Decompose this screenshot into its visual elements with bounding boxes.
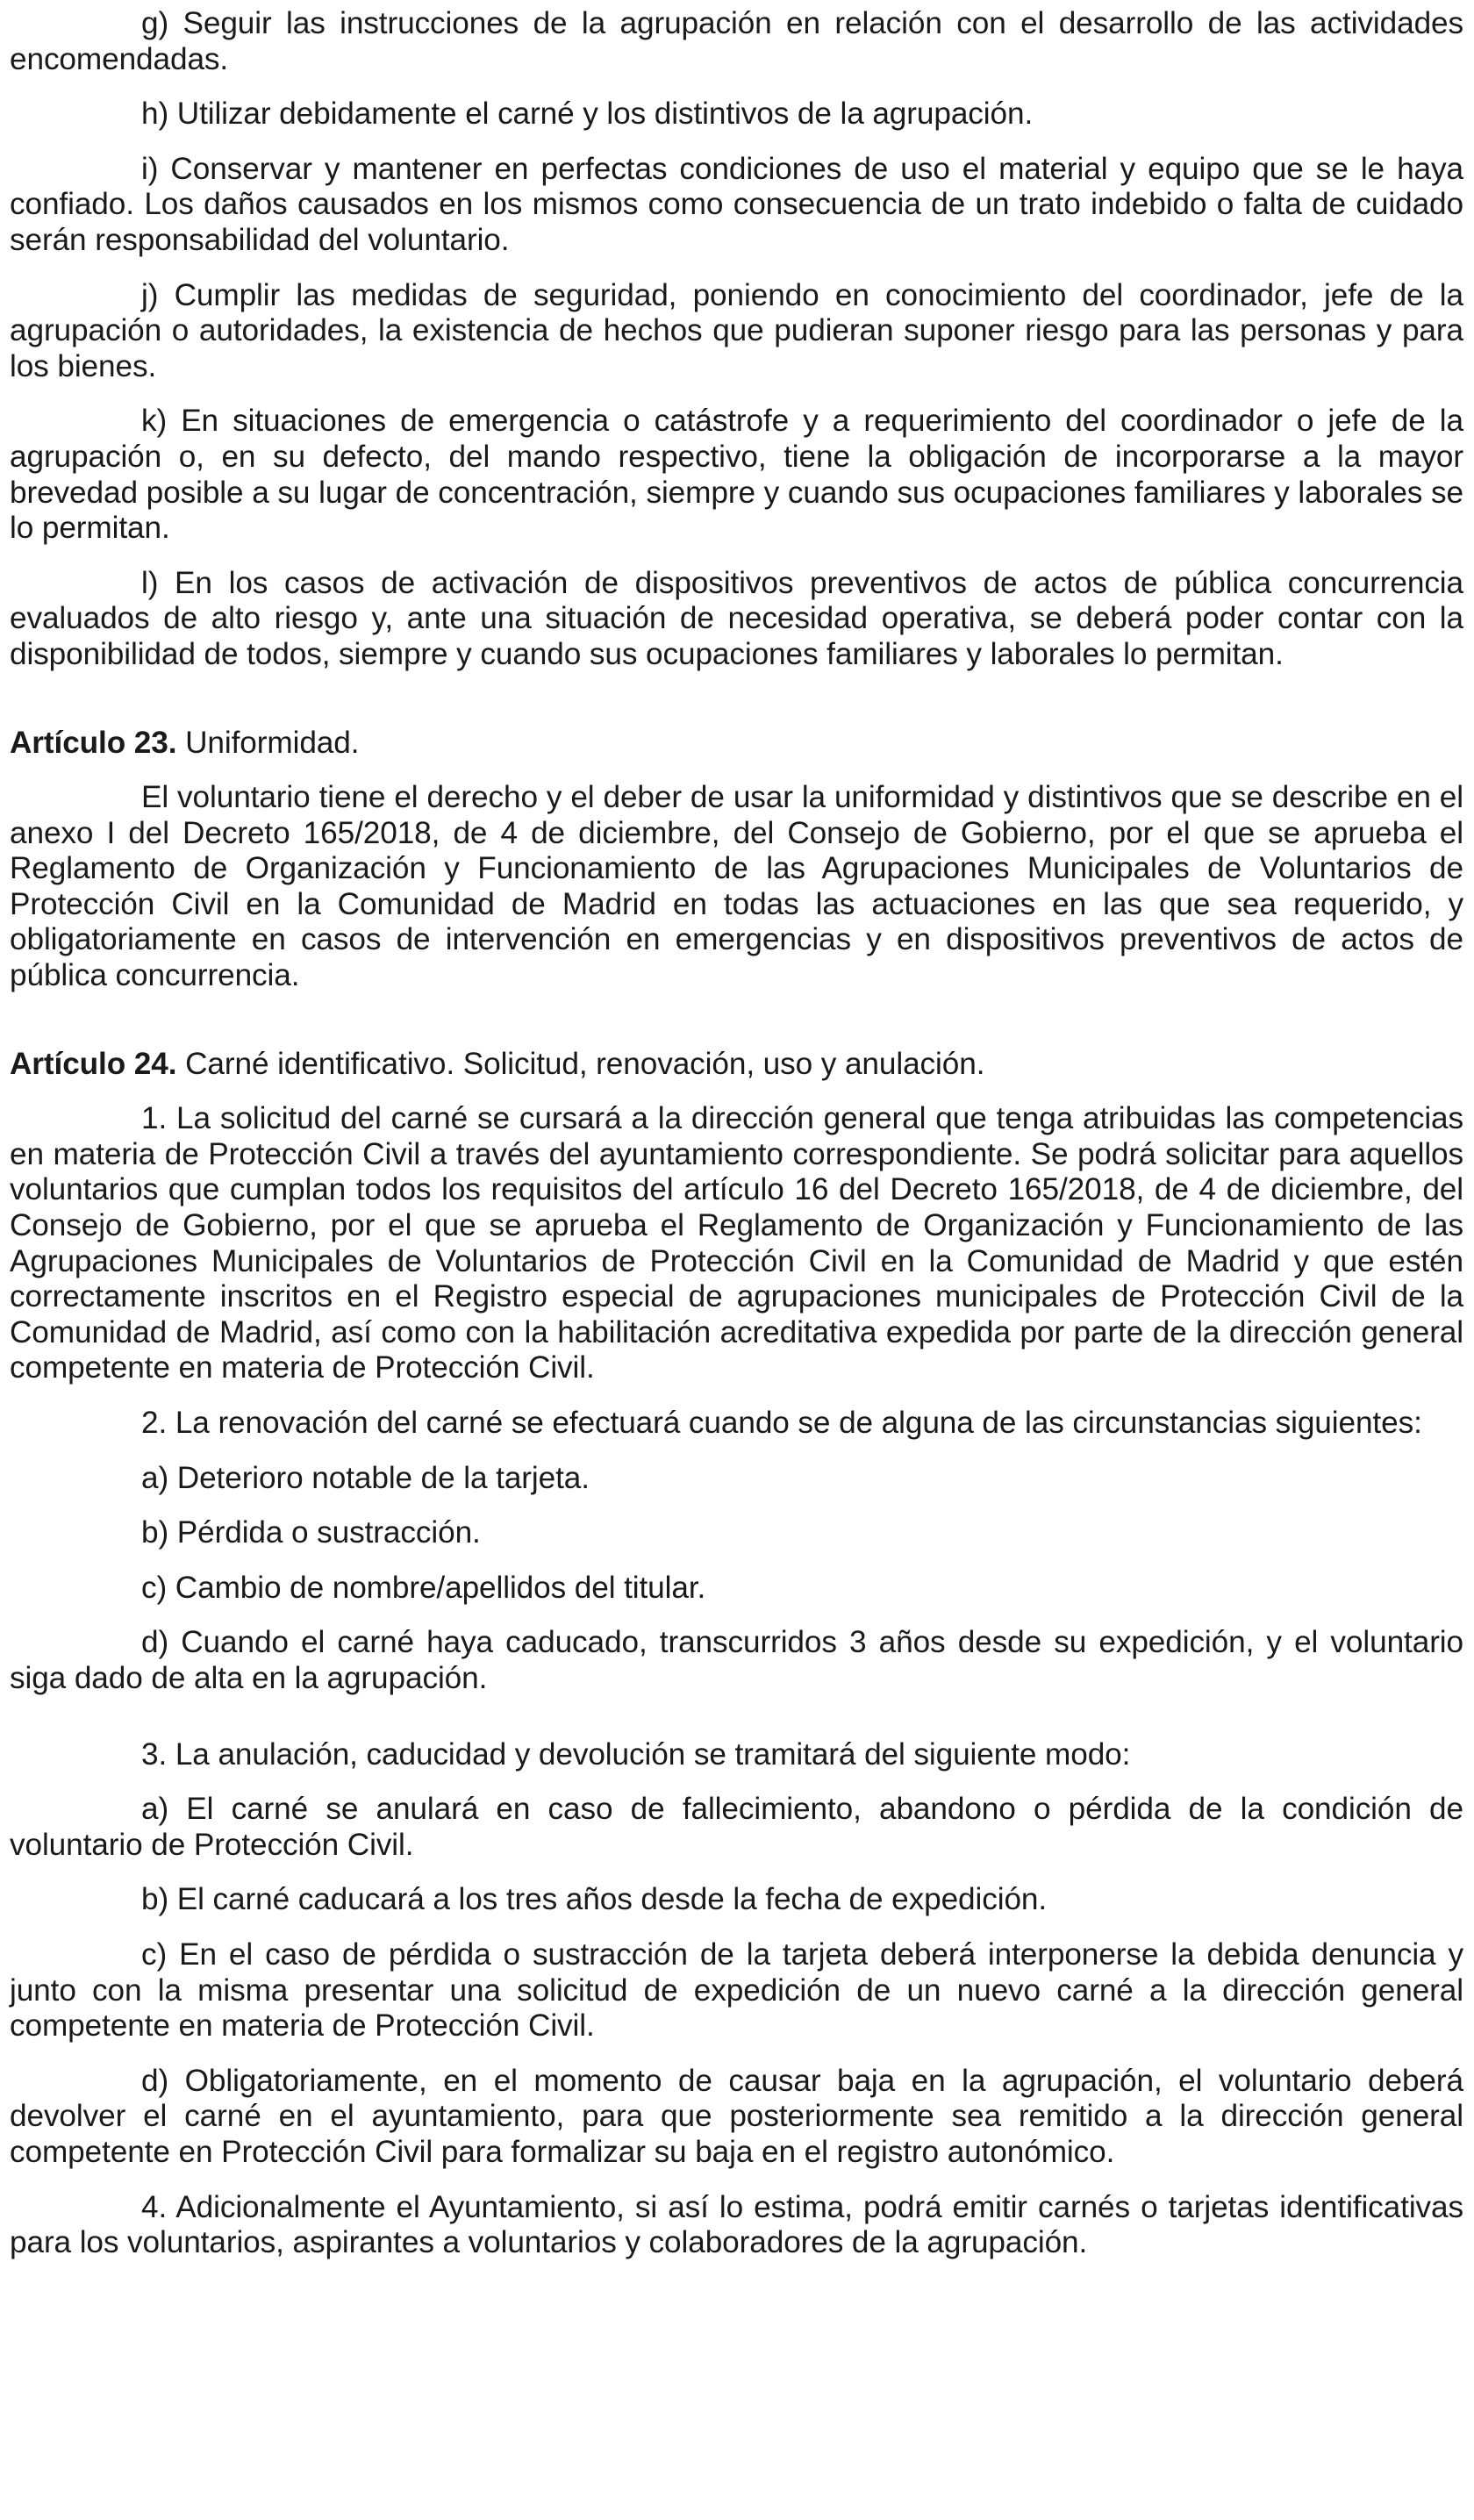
- paragraph-j: j) Cumplir las medidas de seguridad, poniendo en conocimiento del coordinador, jefe de la agrupación o autoridades, la existencia de hechos que pudieran suponer riesgo para las personas y para los bienes.: [10, 277, 1463, 383]
- article-24-item-2c: c) Cambio de nombre/apellidos del titular.: [141, 1570, 706, 1605]
- article-24-item-2b: b) Pérdida o sustracción.: [141, 1515, 481, 1550]
- article-24-number: Artículo 24.: [10, 1046, 177, 1081]
- article-24-item-2a: a) Deterioro notable de la tarjeta.: [141, 1460, 590, 1495]
- paragraph-l: l) En los casos de activación de dispositivos preventivos de actos de pública concurrencia evaluados de alto riesgo y, ante una situación de necesidad operativa, se deberá poder contar con la disponibilidad de todos, siempre y cuando sus ocupaciones familiares y laborales lo permitan.: [10, 565, 1463, 671]
- article-24-item-3b: b) El carné caducará a los tres años desde la fecha de expedición.: [141, 1882, 1048, 1917]
- article-24-item-3a: a) El carné se anulará en caso de fallecimiento, abandono o pérdida de la condición de voluntario de Protección Civil.: [10, 1792, 1463, 1862]
- paragraph-k: k) En situaciones de emergencia o catástrofe y a requerimiento del coordinador o jefe de la agrupación o, en su defecto, del mando respectivo, tiene la obligación de incorporarse a la mayor brevedad posible a su lugar de concentración, siempre y cuando sus ocupaciones familiares y laborales se lo permitan.: [10, 404, 1463, 546]
- article-24-paragraph-2: 2. La renovación del carné se efectuará cuando se de alguna de las circunstancias siguientes:: [141, 1406, 1422, 1440]
- paragraph-g: g) Seguir las instrucciones de la agrupación en relación con el desarrollo de las actividades encomendadas.: [10, 6, 1463, 76]
- article-23-heading: [10, 726, 1463, 762]
- article-24-title: Carné identificativo. Solicitud, renovación, uso y anulación.: [185, 1046, 985, 1081]
- article-24-item-2d: d) Cuando el carné haya caducado, transcurridos 3 años desde su expedición, y el voluntario siga dado de alta en la agrupación.: [10, 1625, 1463, 1695]
- article-24-heading: [10, 1047, 1463, 1083]
- article-23-title: Uniformidad.: [185, 725, 360, 760]
- article-24-item-3d: d) Obligatoriamente, en el momento de causar baja en la agrupación, el voluntario deberá devolver el carné en el ayuntamiento, para que posteriormente sea remitido a la dirección general competente en Protección Civil para formalizar su baja en el registro autonómico.: [10, 2063, 1463, 2169]
- article-24-paragraph-4: 4. Adicionalmente el Ayuntamiento, si así lo estima, podrá emitir carnés o tarjetas identificativas para los voluntarios, aspirantes a voluntarios y colaboradores de la agrupación.: [10, 2189, 1463, 2260]
- article-24-paragraph-1: 1. La solicitud del carné se cursará a la dirección general que tenga atribuidas las competencias en materia de Protección Civil a través del ayuntamiento correspondiente. Se podrá solicitar para aquellos voluntarios que cumplan todos los requisitos del artículo 16 del Decreto 165/2018, de 4 de diciembre, del Consejo de Gobierno, por el que se aprueba el Reglamento de Organización y Funcionamiento de las Agrupaciones Municipales de Voluntarios de Protección Civil en la Comunidad de Madrid y que estén correctamente inscritos en el Registro especial de agrupaciones municipales de Protección Civil de la Comunidad de Madrid, así como con la habilitación acreditativa expedida por parte de la dirección general competente en materia de Protección Civil.: [10, 1101, 1463, 1385]
- article-24-item-3c: c) En el caso de pérdida o sustracción de la tarjeta deberá interponerse la debida denuncia y junto con la misma presentar una solicitud de expedición de un nuevo carné a la dirección general competente en materia de Protección Civil.: [10, 1937, 1463, 2044]
- article-23-number: Artículo 23.: [10, 725, 177, 760]
- document-page: [10, 0, 1463, 2261]
- paragraph-h: h) Utilizar debidamente el carné y los distintivos de la agrupación.: [141, 97, 1034, 132]
- article-23-body: El voluntario tiene el derecho y el deber de usar la uniformidad y distintivos que se describe en el anexo I del Decreto 165/2018, de 4 de diciembre, del Consejo de Gobierno, por el que se aprueba el Reglamento de Organización y Funcionamiento de las Agrupaciones Municipales de Voluntarios de Protección Civil en la Comunidad de Madrid en todas las actuaciones en las que sea requerido, y obligatoriamente en casos de intervención en emergencias y en dispositivos preventivos de actos de pública concurrencia.: [10, 780, 1463, 993]
- article-24-paragraph-3: 3. La anulación, caducidad y devolución se tramitará del siguiente modo:: [141, 1736, 1131, 1772]
- paragraph-i: i) Conservar y mantener en perfectas condiciones de uso el material y equipo que se le haya confiado. Los daños causados en los mismos como consecuencia de un trato indebido o falta de cuidado serán responsabilidad del voluntario.: [10, 151, 1463, 257]
